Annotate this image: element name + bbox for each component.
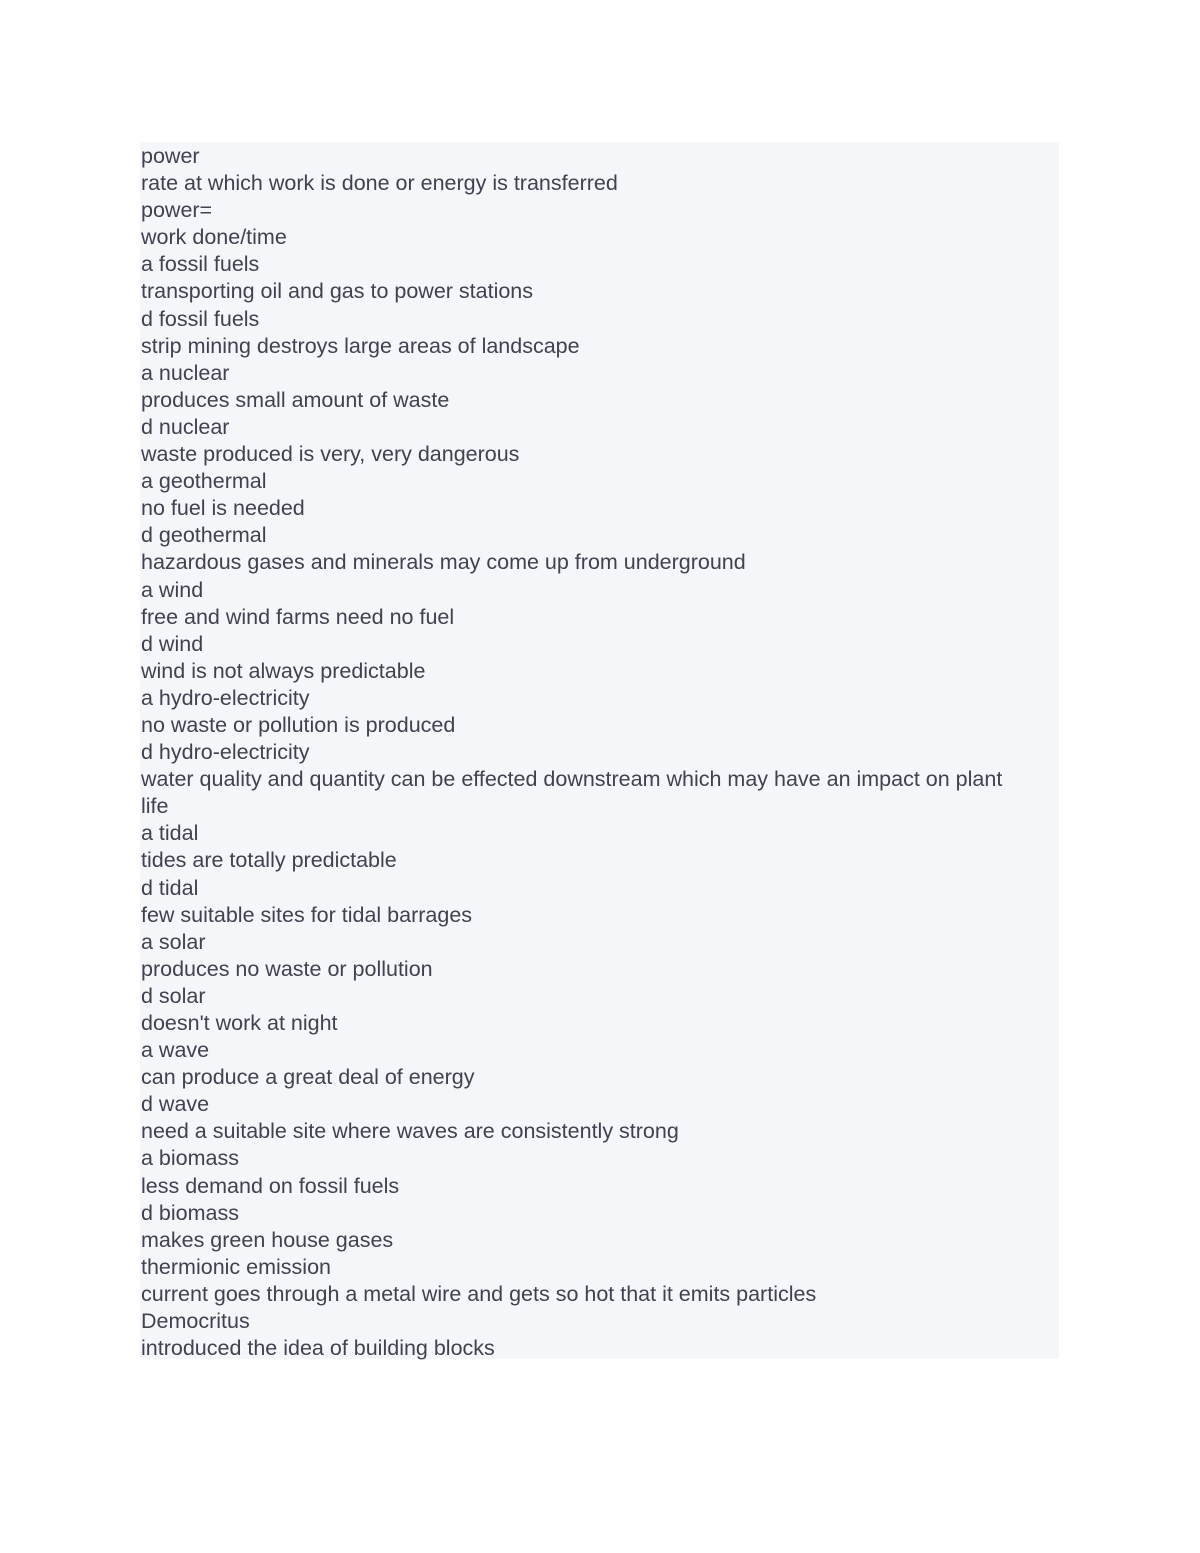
text-line: d geothermal [141,523,267,548]
text-line: water quality and quantity can be effected downstream which may have an impact on plant life [141,767,1003,819]
text-line: Democritus [141,1309,250,1334]
text-line: no fuel is needed [141,496,305,521]
text-line: less demand on fossil fuels [141,1173,400,1198]
text-line: introduced the idea of building blocks [141,1336,495,1361]
text-line: hazardous gases and minerals may come up from underground [141,550,746,575]
text-line: d hydro-electricity [141,740,310,765]
text-line: wind is not always predictable [141,658,426,683]
text-line: thermionic emission [141,1254,331,1279]
text-line: tides are totally predictable [141,848,397,873]
text-line: few suitable sites for tidal barrages [141,902,473,927]
text-line: d solar [141,983,206,1008]
text-line: current goes through a metal wire and gets so hot that it emits particles [141,1281,817,1306]
text-line: doesn't work at night [141,1011,338,1035]
text-lines [140,142,1059,1362]
text-line: a nuclear [141,360,230,385]
text-line: a tidal [141,821,199,846]
text-line: d biomass [141,1200,239,1225]
text-line: a solar [141,929,206,954]
text-line: d fossil fuels [141,306,260,331]
document-text-block [140,142,1059,1359]
text-line: a biomass [141,1146,239,1171]
text-line: a geothermal [141,469,267,494]
text-line: makes green house gases [141,1227,394,1252]
text-line: strip mining destroys large areas of landscape [141,333,580,358]
text-line: transporting oil and gas to power stations [141,279,534,304]
text-line: a wind [141,577,204,602]
text-line: a hydro-electricity [141,685,310,710]
text-line: produces no waste or pollution [141,956,433,981]
text-line: d wind [141,631,204,656]
text-line: d tidal [141,875,199,900]
text-line: a fossil fuels [141,252,260,277]
text-line: work done/time [141,225,287,250]
text-line: power [141,144,200,168]
text-line: rate at which work is done or energy is transferred [141,171,618,196]
text-line: free and wind farms need no fuel [141,604,455,629]
text-line: power= [141,198,213,223]
text-line: waste produced is very, very dangerous [141,442,520,467]
text-line: produces small amount of waste [141,387,450,412]
text-line: no waste or pollution is produced [141,712,456,737]
text-line: can produce a great deal of energy [141,1065,475,1090]
text-line: need a suitable site where waves are consistently strong [141,1119,679,1144]
text-line: a wave [141,1038,210,1063]
text-line: d nuclear [141,414,230,439]
text-line: d wave [141,1092,210,1117]
